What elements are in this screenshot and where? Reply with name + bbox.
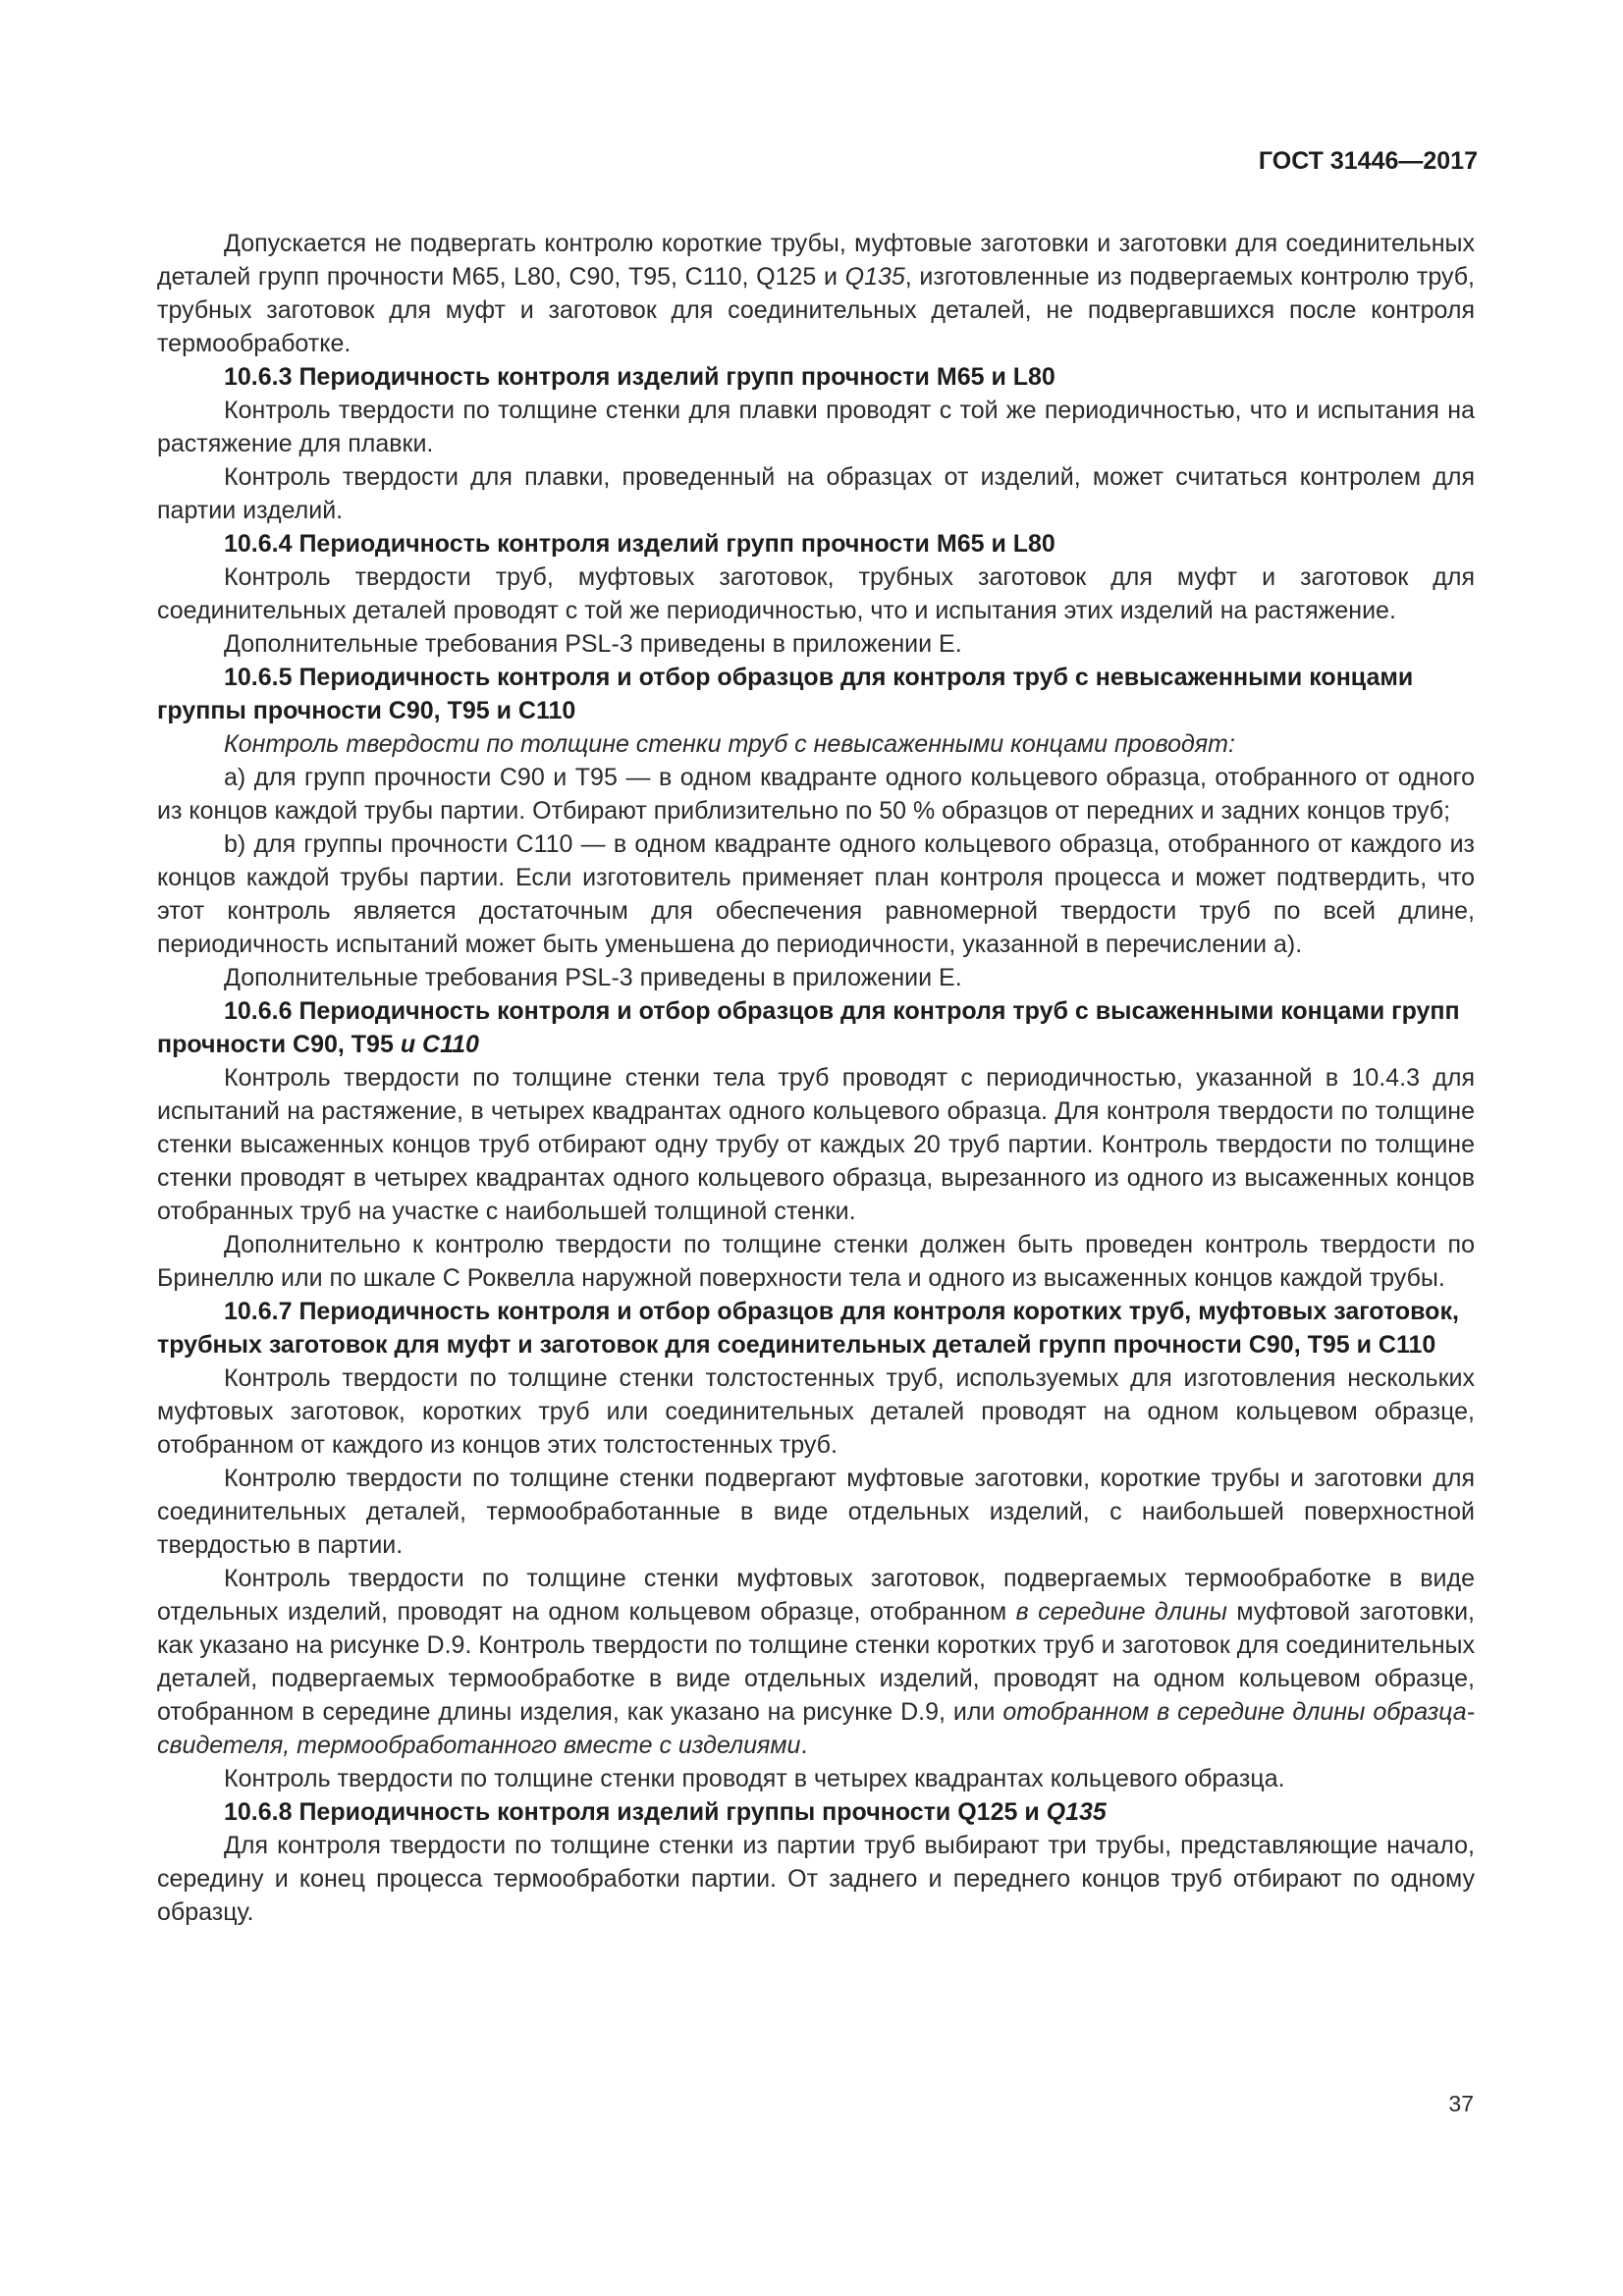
paragraph: Контролю твердости по толщине стенки подвергают муфтовые заготовки, короткие трубы и заготовки для соединительных деталей, термообработанные в виде отдельных изделий, с наибольшей поверхностной твердостью в партии. bbox=[157, 1465, 1475, 1559]
document-body bbox=[157, 227, 1475, 1929]
paragraph: Контроль твердости по толщине стенки проводят в четырех квадрантах кольцевого образца. bbox=[224, 1765, 1285, 1792]
paragraph: Контроль твердости по толщине стенки для плавки проводят с той же периодичностью, что и испытания на растяжение для плавки. bbox=[157, 397, 1475, 457]
paragraph: Контроль твердости труб, муфтовых заготовок, трубных заготовок для муфт и заготовок для соединительных деталей проводят с той же периодичностью, что и испытания этих изделий на растяжение. bbox=[157, 563, 1475, 624]
paragraph: Контроль твердости по толщине стенки тела труб проводят с периодичностью, указанной в 10.4.3 для испытаний на растяжение, в четырех квадрантах одного кольцевого образца. Для контроля твердости по толщине стенки высаженных концов труб отбирают одну трубу от каждых 20 труб партии. Контроль твердости по толщине стенки проводят в четырех квадрантах одного кольцевого образца, вырезанного из одного из высаженных концов отобранных труб на участке с наибольшей толщиной стенки. bbox=[157, 1064, 1475, 1225]
section-heading-10-6-6: 10.6.6 Периодичность контроля и отбор образцов для контроля труб с высаженными концами групп прочности С90, Т95 и С110 bbox=[157, 997, 1460, 1058]
paragraph: Дополнительные требования PSL-3 приведены в приложении Е. bbox=[224, 964, 962, 991]
document-header: ГОСТ 31446—2017 bbox=[1258, 147, 1478, 175]
section-heading-10-6-8: 10.6.8 Периодичность контроля изделий группы прочности Q125 и Q135 bbox=[224, 1798, 1107, 1826]
section-heading-10-6-4: 10.6.4 Периодичность контроля изделий групп прочности М65 и L80 bbox=[224, 530, 1055, 558]
paragraph: Контроль твердости по толщине стенки муфтовых заготовок, подвергаемых термообработке в виде отдельных изделий, проводят на одном кольцевом образце, отобранном в середине длины муфтовой заготовки, как указано на рисунке D.9. Контроль твердости по толщине стенки коротких труб и заготовок для соединительных деталей, подвергаемых термообработке в виде отдельных изделий, проводят на одном кольцевом образце, отобранном в середине длины изделия, как указано на рисунке D.9, или отобранном в середине длины образца-свидетеля, термообработанного вместе с изделиями. bbox=[157, 1565, 1475, 1759]
paragraph: Контроль твердости для плавки, проведенный на образцах от изделий, может считаться контролем для партии изделий. bbox=[157, 463, 1475, 524]
paragraph: Для контроля твердости по толщине стенки из партии труб выбирают три трубы, представляющие начало, середину и конец процесса термообработки партии. От заднего и переднего концов труб отбирают по одному образцу. bbox=[157, 1832, 1475, 1926]
paragraph: Дополнительно к контролю твердости по толщине стенки должен быть проведен контроль твердости по Бринеллю или по шкале С Роквелла наружной поверхности тела и одного из высаженных концов каждой трубы. bbox=[157, 1231, 1475, 1292]
list-item-a: а) для групп прочности С90 и Т95 — в одном квадранте одного кольцевого образца, отобранного от одного из концов каждой трубы партии. Отбирают приблизительно по 50 % образцов от передних и задних концов труб; bbox=[157, 764, 1475, 825]
page-number: 37 bbox=[1448, 2091, 1474, 2116]
paragraph: Допускается не подвергать контролю короткие трубы, муфтовые заготовки и заготовки для соединительных деталей групп прочности М65, L80, С90, Т95, С110, Q125 и Q135, изготовленные из подвергаемых контролю труб, трубных заготовок для муфт и заготовок для соединительных деталей, не подвергавшихся после контроля термообработке. bbox=[157, 230, 1475, 357]
list-item-b: b) для группы прочности С110 — в одном квадранте одного кольцевого образца, отобранного от каждого из концов каждой трубы партии. Если изготовитель применяет план контроля процесса и может подтвердить, что этот контроль является достаточным для обеспечения равномерной твердости труб по всей длине, периодичность испытаний может быть уменьшена до периодичности, указанной в перечислении а). bbox=[157, 830, 1475, 958]
paragraph: Контроль твердости по толщине стенки толстостенных труб, используемых для изготовления нескольких муфтовых заготовок, коротких труб или соединительных деталей проводят на одном кольцевом образце, отобранном от каждого из концов этих толстостенных труб. bbox=[157, 1364, 1475, 1459]
section-heading-10-6-5: 10.6.5 Периодичность контроля и отбор образцов для контроля труб с невысаженными концами группы прочности С90, Т95 и С110 bbox=[157, 664, 1414, 724]
paragraph: Дополнительные требования PSL-3 приведены в приложении Е. bbox=[224, 630, 962, 658]
paragraph: Контроль твердости по толщине стенки труб с невысаженными концами проводят: bbox=[224, 730, 1235, 758]
section-heading-10-6-7: 10.6.7 Периодичность контроля и отбор образцов для контроля коротких труб, муфтовых заготовок, трубных заготовок для муфт и заготовок для соединительных деталей групп прочности С90, Т95 и С110 bbox=[157, 1298, 1459, 1359]
section-heading-10-6-3: 10.6.3 Периодичность контроля изделий групп прочности М65 и L80 bbox=[224, 363, 1055, 391]
